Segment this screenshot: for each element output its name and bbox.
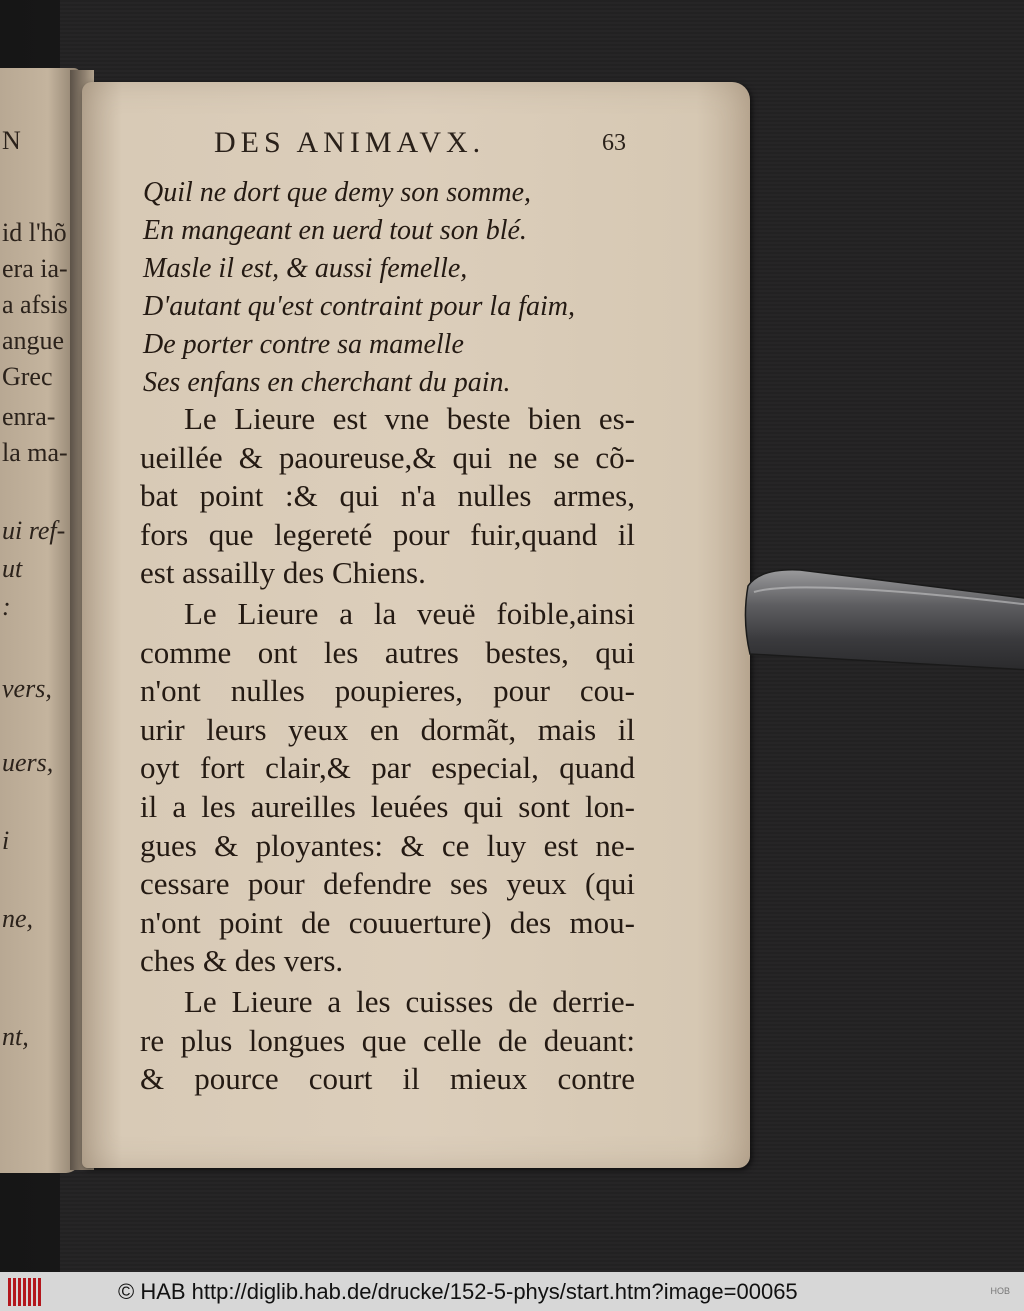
left-page-fragment: N [2, 126, 21, 155]
verse-block [143, 174, 643, 402]
left-page-fragment: angue [2, 326, 65, 355]
page-holder-spatula [740, 566, 1024, 674]
page-number: 63 [602, 130, 626, 156]
text-line: re plus longues que celle de deuant: [140, 1022, 635, 1058]
left-page-fragment: enra- [2, 402, 56, 431]
left-page-fragment: la ma- [2, 438, 68, 467]
verse-line: Ses enfans en cherchant du pain. [143, 367, 511, 398]
text-line: Le Lieure a les cuisses de derrie- [184, 983, 635, 1019]
left-page-fragment: era ia- [2, 254, 68, 283]
text-line: oyt fort clair,& par especial, quand [140, 750, 635, 786]
text-line: bat point :& qui n'a nulles armes, [140, 478, 635, 514]
left-page-fragment: ui ref- [2, 516, 66, 545]
paragraph [140, 400, 635, 593]
running-title: DES ANIMAVX. [214, 126, 486, 159]
footer-bar [0, 1272, 1024, 1311]
verse-line: En mangeant en uerd tout son blé. [143, 215, 527, 246]
prose-block [140, 400, 635, 1099]
left-page-fragment: uers, [2, 748, 54, 777]
verse-line: De porter contre sa mamelle [143, 329, 464, 360]
corner-mark: HOB [990, 1286, 1010, 1296]
text-line: cessare pour defendre ses yeux (qui [140, 866, 635, 902]
text-line: comme ont les autres bestes, qui [140, 634, 635, 670]
text-line: n'ont nulles poupieres, pour cou- [140, 673, 635, 709]
text-line: urir leurs yeux en dormãt, mais il [140, 711, 635, 747]
text-line: il a les aureilles leuées qui sont lon- [140, 788, 635, 824]
paragraph [140, 595, 635, 981]
verse-line: D'autant qu'est contraint pour la faim, [143, 291, 575, 322]
left-page-fragment: a afsis [2, 290, 68, 319]
text-line: ches & des vers. [140, 943, 344, 979]
text-line: n'ont point de couuerture) des mou- [140, 904, 635, 940]
left-page-fragment: vers, [2, 674, 52, 703]
left-page-edge [0, 68, 80, 1173]
verse-line: Masle il est, & aussi femelle, [143, 253, 468, 284]
text-line: fors que legereté pour fuir,quand il [140, 516, 635, 552]
text-line: gues & ployantes: & ce luy est ne- [140, 827, 635, 863]
left-page-fragment: i [2, 826, 10, 855]
text-line: ueillée & paoureuse,& qui ne se cõ- [140, 439, 635, 475]
left-page-fragment: : [2, 592, 11, 621]
text-line: Le Lieure a la veuë foible,ainsi [184, 595, 635, 631]
left-page-fragment: ut [2, 554, 23, 583]
left-page-fragment: ne, [2, 904, 34, 933]
copyright-url[interactable]: © HAB http://diglib.hab.de/drucke/152-5-phys/start.htm?image=00065 [118, 1278, 798, 1304]
text-line: est assailly des Chiens. [140, 555, 426, 591]
text-line: Le Lieure est vne beste bien es- [184, 401, 635, 436]
paragraph [140, 983, 635, 1099]
left-page-fragment: Grec [2, 362, 53, 391]
text-line: & pource court il mieux contre [140, 1061, 635, 1097]
hab-logo-icon [8, 1278, 46, 1306]
verse-line: Quil ne dort que demy son somme, [143, 177, 532, 208]
left-page-fragment: nt, [2, 1022, 29, 1051]
left-page-fragment: id l'hõ [2, 218, 67, 247]
